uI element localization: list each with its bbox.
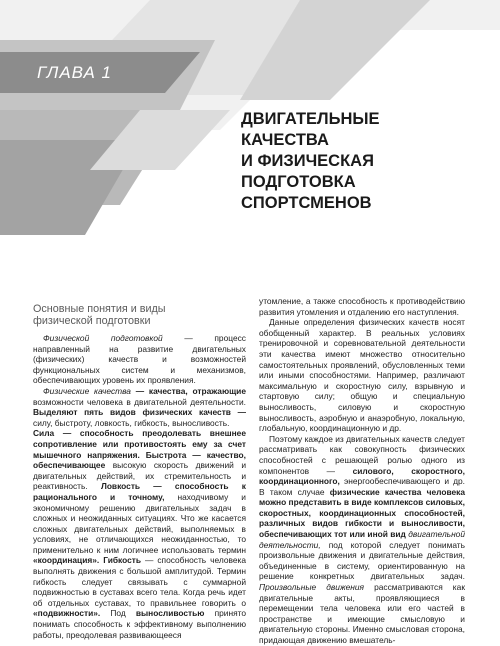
paragraph: утомление, а также способность к противодействию развития утомления и отдалению его наступления. xyxy=(259,296,465,317)
title-line: КАЧЕСТВА xyxy=(241,131,329,149)
term: Физической подготовкой xyxy=(43,333,163,343)
term: двигательной деятельности, xyxy=(259,529,465,550)
text: силу, быстроту, ловкость, гибкость, выносливость. xyxy=(33,417,230,428)
text-bold: выносливостью xyxy=(125,608,205,619)
paragraph: Данные определения физических качеств носят обобщенный характер. В реальных условиях тренировочной и соревновательной деятельности эти качества имеют множество относительно самостоятельных проявлений, обусловленных теми или иными способностями. Например, различают максимальную и скоростную силу, взрывную и стартовую силу; общую и специальную выносливость, силовую и скоростную выносливость, аэробную и анаэробную, локальную, глобальную, координационную и др. xyxy=(259,317,465,434)
left-column xyxy=(33,303,246,640)
text: принято понимать способность к эффективному выполнению работы, преодолевая развивающееся xyxy=(33,608,246,640)
text: рассматриваются как двигательные акты, проявляющиеся в перемещении тела человека или его частей в пространстве и имеющие смысловую и двигательную стороны. Именно смысловая сторона, придающая движению вмешатель- xyxy=(259,582,465,645)
text: — процесс направленный на развитие двигательных (физических) качеств и возможностей функциональных систем и механизмов, обеспечивающих уровень их проявления. xyxy=(33,333,246,386)
section-heading-line: Основные понятия и виды xyxy=(33,303,166,315)
title-line: ДВИГАТЕЛЬНЫЕ xyxy=(241,110,380,128)
paragraph xyxy=(259,434,465,646)
text-bold: Выделяют пять видов физических качеств — xyxy=(33,407,246,418)
text: под которой следует понимать произвольные движения и двигательные действия, объединенные в систему, ориентированную на решение конкретных двигательных задач. xyxy=(259,539,465,582)
title-line: СПОРТСМЕНОВ xyxy=(241,194,372,212)
text: высокую скорость движений и двигательных действий, их стремительность и реактивность. xyxy=(33,460,246,492)
title-line: ПОДГОТОВКА xyxy=(241,173,356,191)
text-bold: Гибкость xyxy=(99,555,142,566)
text: — способность человека выполнять движения с большой амплитудой. Термин гибкость следует связывать с суммарной подвижностью в суставах всего тела. Когда речь идет об отдельных суставах, то правильнее говорить о xyxy=(33,555,247,608)
text: возможности человека в двигательной деятельности. xyxy=(33,396,246,407)
right-column xyxy=(259,296,465,646)
term: Физические качества xyxy=(43,385,131,396)
text: Поэтому каждое из двигательных качеств следует рассматривать как совокупность физических способностей с решающей ролью одного из компонентов — xyxy=(259,433,465,476)
chapter-label: ГЛАВА 1 xyxy=(37,63,112,82)
chapter-title xyxy=(241,109,481,214)
text-bold: Сила — способность преодолевать внешнее сопротивление или противостоять ему за счет мышечного напряжения. xyxy=(33,428,246,460)
text-bold: Ловкость — способность к рационального и точному, xyxy=(33,481,246,502)
text-bold: — качества, отражающие xyxy=(130,385,246,396)
text-bold: «координация». xyxy=(33,555,100,566)
text: энергообеспечивающего и др. В таком случае xyxy=(259,476,465,497)
section-heading xyxy=(33,303,246,327)
text-bold: силового, скоростного, координационного, xyxy=(259,465,465,487)
text: находчивому и экономичному решению двигательных задач в сложных и неожиданных ситуациях. Что же касается сложных двигательных действий, выполняемых в условиях, не отличающихся неожиданностью, то применительно к ним логичнее использовать термин xyxy=(33,491,246,555)
paragraph xyxy=(33,428,246,640)
text-bold: физические качества человека можно представить в виде комплексов силовых, скоростных, координационных способностей, различных видов гибкости и выносливости, обеспечивающих тот или иной вид xyxy=(259,486,465,540)
term: Произвольные движения xyxy=(259,582,365,593)
section-heading-line: физической подготовки xyxy=(33,315,151,327)
text: Под xyxy=(100,608,126,619)
paragraph xyxy=(33,333,246,386)
title-line: И ФИЗИЧЕСКАЯ xyxy=(241,152,374,170)
paragraph xyxy=(33,386,246,428)
text-bold: Быстрота — качество, обеспечивающее xyxy=(33,449,246,471)
text-bold: «подвижности». xyxy=(33,608,101,619)
